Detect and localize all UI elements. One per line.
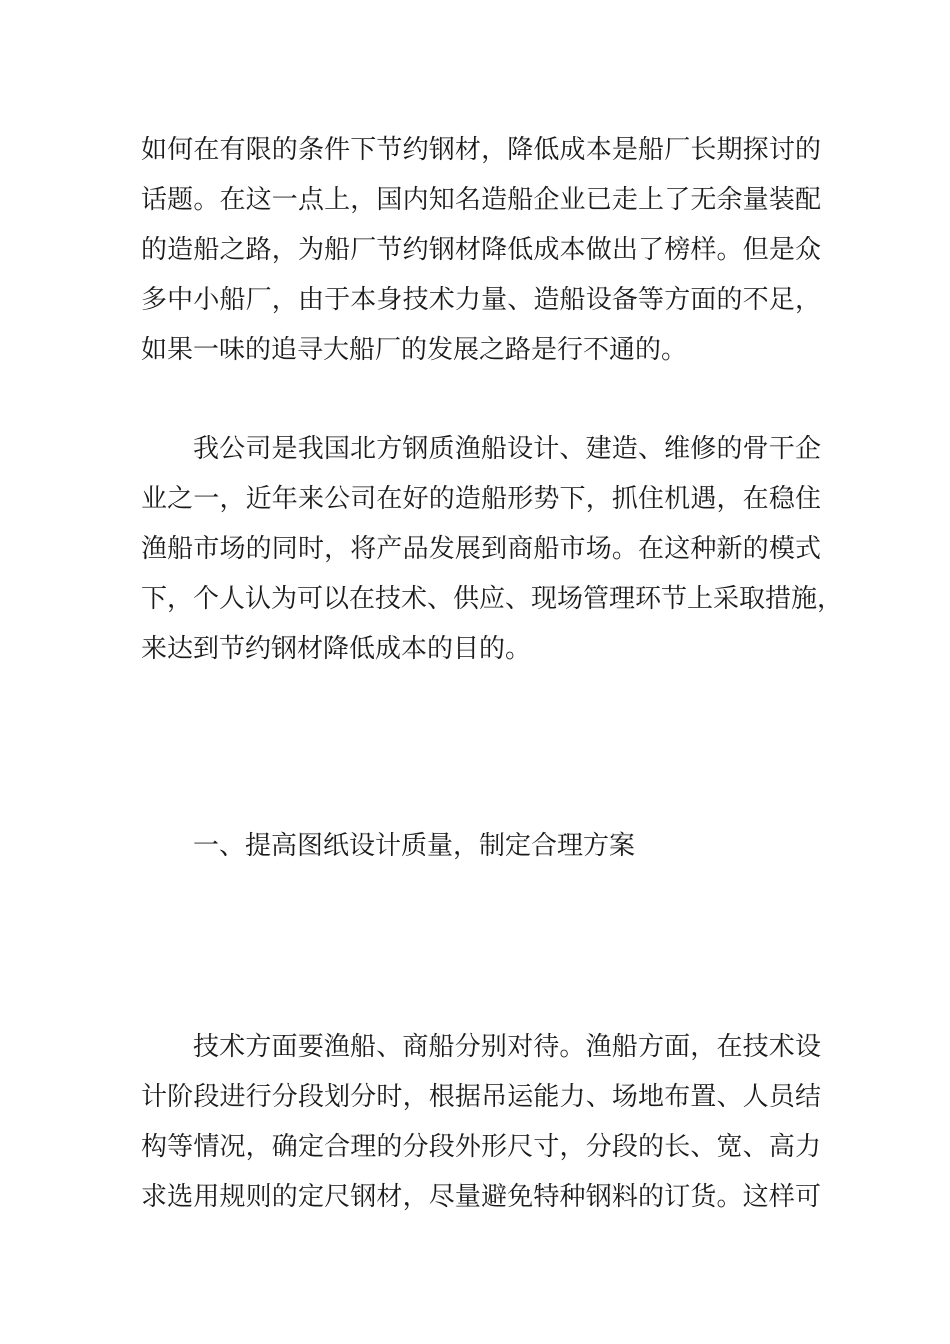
paragraph-2-line-2: 业之一，近年来公司在好的造船形势下，抓住机遇，在稳住 [141, 484, 821, 514]
paragraph-2-line-1: 我公司是我国北方钢质渔船设计、建造、维修的骨干企 [193, 434, 821, 464]
paragraph-2-line-3: 渔船市场的同时，将产品发展到商船市场。在这种新的模式 [141, 534, 821, 564]
paragraph-1-line-4: 多中小船厂，由于本身技术力量、造船设备等方面的不足， [141, 285, 821, 315]
paragraph-1-line-2: 话题。在这一点上，国内知名造船企业已走上了无余量装配 [141, 185, 821, 215]
paragraph-1-line-1: 如何在有限的条件下节约钢材，降低成本是船厂长期探讨的 [141, 135, 821, 165]
paragraph-3-line-1: 技术方面要渔船、商船分别对待。渔船方面，在技术设 [193, 1032, 821, 1062]
paragraph-3-line-3: 构等情况，确定合理的分段外形尺寸，分段的长、宽、高力 [141, 1132, 821, 1162]
paragraph-1-line-5: 如果一味的追寻大船厂的发展之路是行不通的。 [141, 335, 688, 365]
paragraph-1-line-3: 的造船之路，为船厂节约钢材降低成本做出了榜样。但是众 [141, 235, 821, 265]
paragraph-3-line-2: 计阶段进行分段划分时，根据吊运能力、场地布置、人员结 [141, 1082, 821, 1112]
section-heading: 一、提高图纸设计质量，制定合理方案 [193, 831, 636, 861]
paragraph-2-line-5: 来达到节约钢材降低成本的目的。 [141, 634, 532, 664]
paragraph-3-line-4: 求选用规则的定尺钢材，尽量避免特种钢料的订货。这样可 [141, 1182, 821, 1212]
paragraph-2-line-4: 下，个人认为可以在技术、供应、现场管理环节上采取措施， [141, 584, 844, 614]
